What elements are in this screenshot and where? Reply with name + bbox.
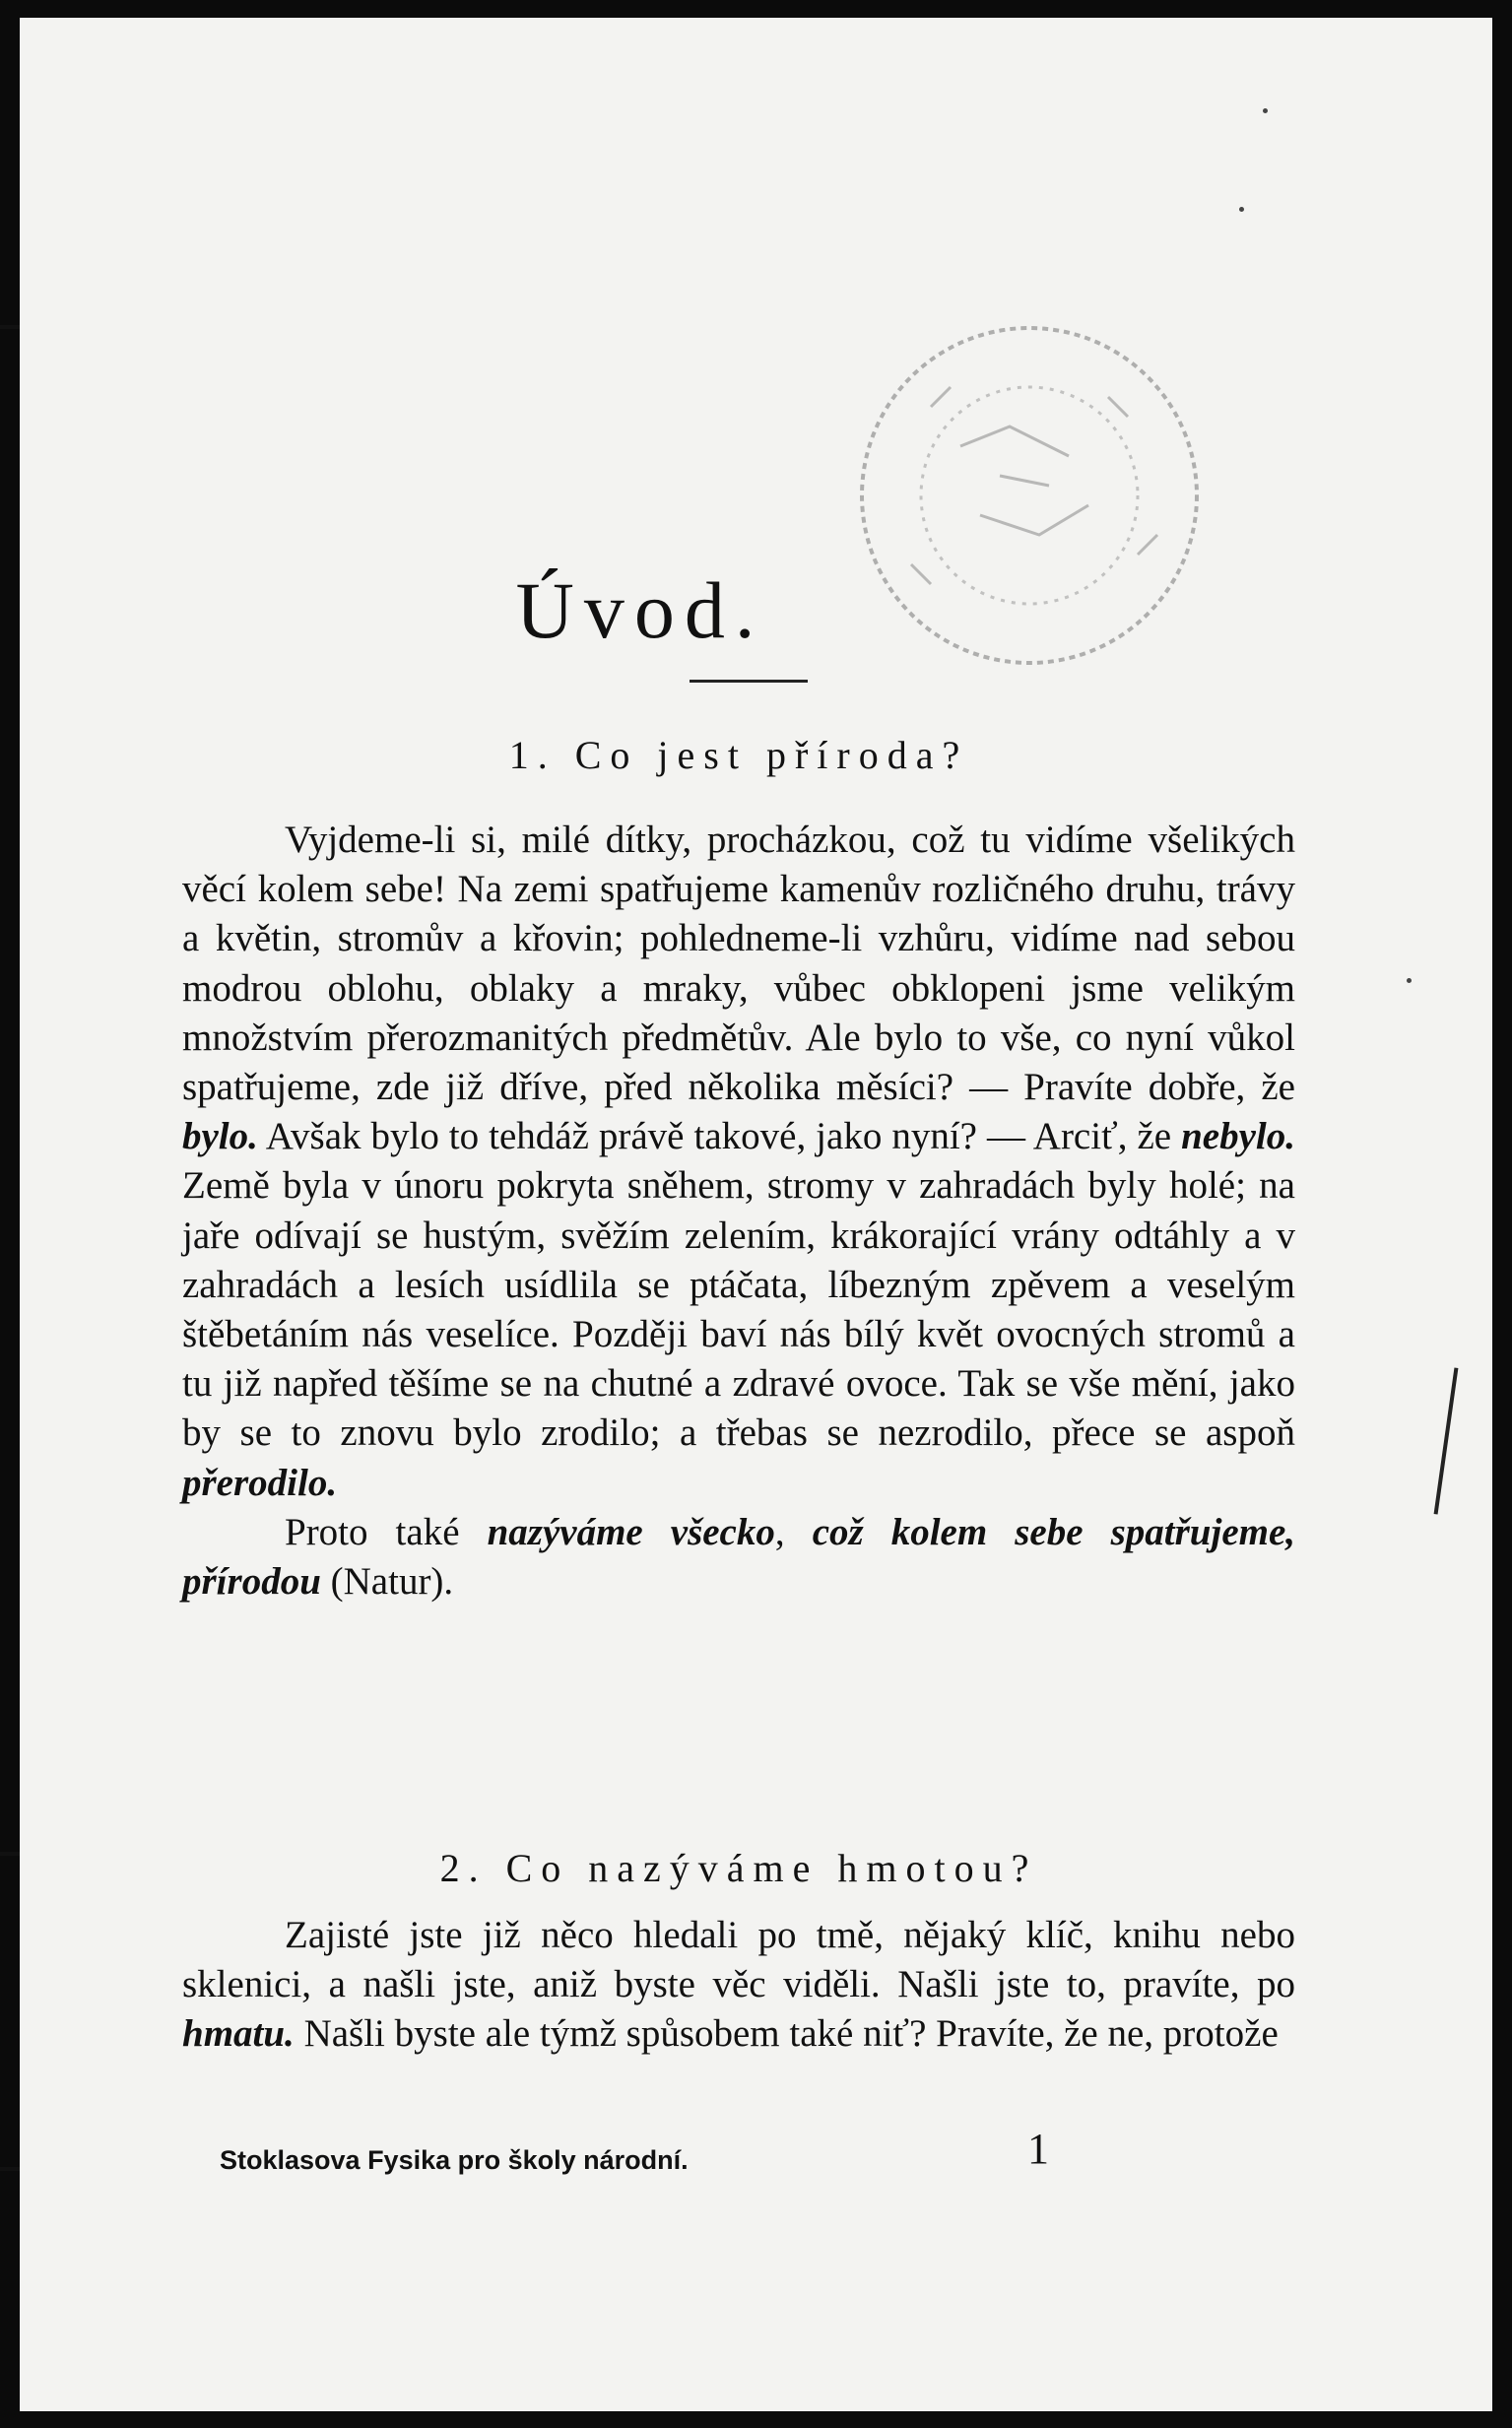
text-run: Země byla v únoru pokryta sněhem, stromy v zahradách byly holé; na jaře odívají se hustým, svěžím zelením, krákorající vrány odtáhly a v zahradách a lesích usídlila se ptáčata, líbezným zpěvem a veselým štěbetáním nás veselíce. Později baví nás bílý květ ovocných stromů a tu již napřed těšíme se na chutné a zdravé ovoce. Tak se vše mění, jako by se to znovu bylo zrodilo; a třebas se nezrodilo, přece se aspoň <box>182 1164 1295 1455</box>
paragraph <box>182 1911 1295 2060</box>
paragraph <box>182 816 1295 1508</box>
text-run: (Natur). <box>320 1560 454 1604</box>
section-heading: 2. Co nazýváme hmotou? <box>439 1846 1038 1890</box>
text-run: Našli byste ale týmž spůsobem také niť? Pravíte, že ne, protože <box>294 2012 1279 2056</box>
section-1-body <box>182 816 1295 1607</box>
text-run: , <box>774 1510 813 1553</box>
book-page <box>20 18 1492 2411</box>
emphasis-text: což kolem sebe spatřujeme, přírodou <box>182 1510 1296 1604</box>
section-2-body <box>182 1911 1295 2060</box>
footer-book-title: Stoklasova Fysika pro školy národní. <box>220 2145 689 2175</box>
title-divider <box>690 680 808 683</box>
paragraph <box>182 1508 1295 1607</box>
text-run: Zajisté jste již něco hledali po tmě, nějaký klíč, knihu nebo sklenici, a našli jste, aniž byste věc viděli. Našli jste to, pravíte, po <box>182 1914 1295 2006</box>
emphasis-text: nebylo. <box>1181 1115 1295 1158</box>
text-run: Vyjdeme-li si, milé dítky, procházkou, což tu vidíme všelikých věcí kolem sebe! Na zemi spatřujeme kamenův rozličného druhu, trávy a květin, stromův a křovin; pohledneme-li vzhůru, vidíme nad sebou modrou oblohu, oblaky a mraky, vůbec obklopeni jsme velikým množstvím přerozmanitých předmětův. Ale bylo to vše, co nyní vůkol spatřujeme, zde již dříve, před několika měsíci? — Pravíte dobře, že <box>182 819 1295 1109</box>
pencil-mark <box>1434 1367 1459 1514</box>
emphasis-text: přerodilo. <box>182 1461 338 1504</box>
page-title: Úvod. <box>515 565 765 655</box>
page-number: 1 <box>1027 2125 1049 2173</box>
text-run: Avšak bylo to tehdáž právě takové, jako nyní? — Arciť, že <box>257 1115 1182 1158</box>
text-run: Proto také <box>285 1510 488 1553</box>
emphasis-text: hmatu. <box>182 2012 295 2056</box>
emphasis-text: nazýváme všecko <box>487 1510 775 1553</box>
speck <box>1239 207 1244 212</box>
emphasis-text: bylo. <box>182 1115 258 1158</box>
section-heading: 1. Co jest příroda? <box>508 733 969 777</box>
speck <box>1263 108 1268 113</box>
speck <box>1407 978 1412 983</box>
